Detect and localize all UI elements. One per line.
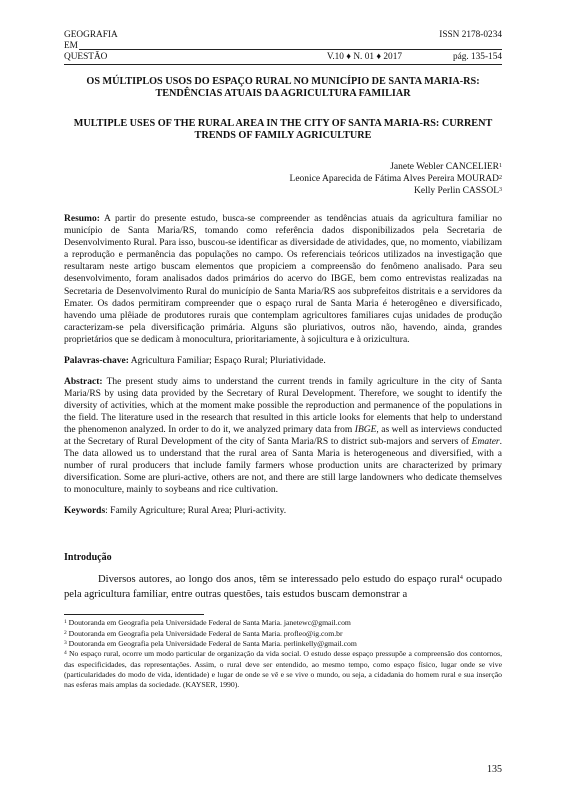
- page-number: 135: [487, 764, 502, 775]
- author-list: [64, 161, 502, 198]
- author: Kelly Perlin CASSOL$^3$: [414, 186, 502, 197]
- resumo-paragraph: [64, 213, 502, 346]
- section-heading-intro: Introdução: [64, 552, 112, 564]
- author: Janete Webler CANCELIER$^1$: [390, 161, 502, 172]
- resumo-text: A partir do presente estudo, busca-se compreender as tendências atuais da agricultura familiar no município de Santa Maria/RS, tomando como referência dados disponibilizados pela Secretaria de Desenvolvimento Rural. Para isso, buscou-se identificar as diversidade de atividades, que, no momento, viabilizam a reprodução e permanência das populações no campo. Os referenciais teóricos utilizados na investigação que resultaram neste artigo buscam elementos que propiciem a compreensão do fenômeno analisado. Para seu desenvolvimento, foram analisados dados primários do acervo do IBGE, bem como entrevistas realizadas na Secretaria de Desenvolvimento Rural do município de Santa Maria/RS aos subprefeitos distritais e a servidores da Emater. Os dados permitiram compreender que o espaço rural de Santa Maria é heterogêneo e diversificado, havendo uma plêiade de produtores rurais que contemplam agricultores familiares cujas unidades de produção caracterizam-se pela diversificação primária. Alguns são pluriativos, outros não, havendo, ainda, grandes proprietários que se dedicam à monocultura, prioritariamente, à sojicultura e à orizicultura.: [64, 214, 502, 345]
- footnote: $^2$ Doutoranda em Geografia pela Universidade Federal de Santa Maria. profleo@ig.com.br: [64, 628, 343, 638]
- intro-paragraph: Diversos autores, ao longo dos anos, têm se interessado pelo estudo do espaço rural$^4$ ocupado pela agricultura familiar, entre outras questões, tais estudos buscam demonstrar a: [64, 574, 502, 601]
- author: Leonice Aparecida de Fátima Alves Pereira MOURAD$^2$: [289, 173, 502, 184]
- keywords-label: Keywords: [64, 506, 106, 517]
- abstract-label: Abstract:: [64, 376, 103, 387]
- footnote: $^4$ No espaço rural, ocorre um modo particular de organização da vida social. O estudo desse espaço pressupõe a compreensão dos contornos, das especificidades, das representações. Assim, o rural deve ser entendido, ao mesmo tempo, como espaço físico, lugar onde se vive (particularidades do modo de vida, identidade) e lugar de onde se vê e se vive o mundo, ou seja, a cidadania do homem rural e sua inserção nas esferas mais amplas da sociedade. (KAYSER, 1990).: [64, 649, 502, 690]
- footnotes: [64, 618, 502, 690]
- keywords-paragraph: [64, 505, 502, 517]
- title-english: MULTIPLE USES OF THE RURAL AREA IN THE CITY OF SANTA MARIA-RS: CURRENT TRENDS OF FAMILY AGRICULTURE: [73, 117, 493, 142]
- journal-name-line2: EM: [64, 41, 78, 51]
- abstract-paragraph: Abstract: The present study aims to understand the current trends in family agriculture in the city of Santa Maria/RS by using data provided by the Secretary of Rural Development. Therefore, we sought to identify the diversity of activities, which at the moment make possible the reproduction and permanence of the populations in the field. The literature used in the research that resulted in this article looks for elements that help to understand the phenomenon analyzed. In order to do it, we analyzed primary data from IBGE, as well as interviews conducted at the Secretary of Rural Development of the city of Santa Maria/RS to district sub-majors and servers of Emater. The data allowed us to understand that the rural area of Santa Maria is heterogeneous and diversified, with a number of rural producers that include family farmers whose production units are characterized by primary diversification. Some are pluri-active, others are not, and there are still large landowners who dedicate themselves to monoculture, mainly to soybeans and rice cultivation.: [64, 376, 503, 496]
- palavras-chave-paragraph: [64, 355, 502, 367]
- title-portuguese: OS MÚLTIPLOS USOS DO ESPAÇO RURAL NO MUNICÍPIO DE SANTA MARIA-RS: TENDÊNCIAS ATUAIS DA AGRICULTURA FAMILIAR: [86, 76, 480, 100]
- italic-term: IBGE: [354, 424, 377, 435]
- volume-info: V.10 ♦ N. 01 ♦ 2017: [326, 52, 402, 62]
- footnote-ref: 1: [499, 162, 502, 169]
- footnote: $^1$ Doutoranda em Geografia pela Universidade Federal de Santa Maria. janetewc@gmail.com: [64, 618, 351, 628]
- issn: ISSN 2178-0234: [439, 30, 502, 40]
- footnote-ref: 2: [499, 174, 502, 181]
- journal-name-line1: GEOGRAFIA: [64, 30, 118, 40]
- resumo-label: Resumo:: [64, 214, 100, 225]
- footnote: $^3$ Doutoranda em Geografia pela Universidade Federal de Santa Maria. perlinkelly@gmail.com: [64, 638, 357, 648]
- footnote-separator: [64, 614, 204, 615]
- document-page: [64, 30, 502, 690]
- footnote-ref: 3: [499, 187, 502, 194]
- journal-header: [64, 30, 502, 65]
- journal-name-line3: QUESTÃO: [64, 52, 108, 62]
- palavras-chave-text: Agricultura Familiar; Espaço Rural; Pluriatividade.: [128, 355, 326, 366]
- footnote-ref: 4: [459, 575, 463, 582]
- italic-term: Emater: [471, 437, 500, 448]
- palavras-chave-label: Palavras-chave:: [64, 355, 129, 366]
- header-underline: [79, 41, 502, 50]
- keywords-text: : Family Agriculture; Rural Area; Pluri-activity.: [105, 506, 287, 517]
- page-range: pág. 135-154: [452, 52, 502, 62]
